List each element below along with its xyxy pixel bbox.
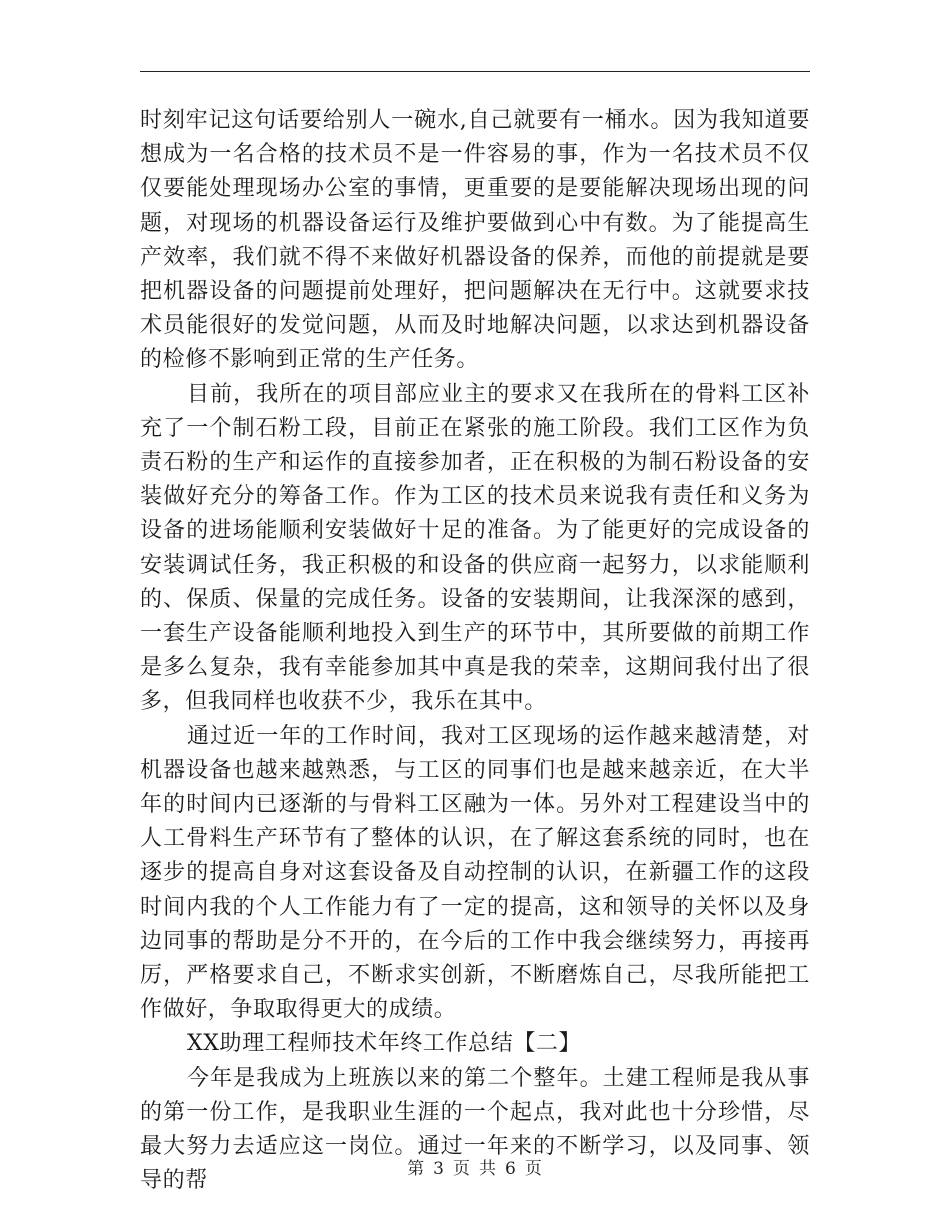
document-body [140, 104, 810, 1199]
page-unit: 页 [453, 1159, 471, 1179]
header-rule [140, 71, 810, 72]
paragraph: 目前，我所在的项目部应业主的要求又在我所在的骨料工区补充了一个制石粉工段，目前正在紧张的施工阶段。我们工区作为负责石粉的生产和运作的直接参加者，正在积极的为制石粉设备的安装做好充分的筹备工作。作为工区的技术员来说我有责任和义务为设备的进场能顺利安装做好十足的准备。为了能更好的完成设备的安装调试任务，我正积极的和设备的供应商一起努力，以求能顺利的、保质、保量的完成任务。设备的安装期间，让我深深的感到，一套生产设备能顺利地投入到生产的环节中，其所要做的前期工作是多么复杂，我有幸能参加其中真是我的荣幸，这期间我付出了很多，但我同样也收获不少，我乐在其中。 [140, 381, 810, 715]
page-footer [0, 1154, 950, 1179]
section-heading: XX助理工程师技术年终工作总结【二】 [187, 1031, 582, 1057]
page-number: 3 [433, 1159, 445, 1179]
total-pages: 6 [505, 1159, 517, 1179]
paragraph-continued: 时刻牢记这句话要给别人一碗水,自己就要有一桶水。因为我知道要想成为一名合格的技术员不是一件容易的事，作为一名技术员不仅仅要能处理现场办公室的事情，更重要的是要能解决现场出现的问题，对现场的机器设备运行及维护要做到心中有数。为了能提高生产效率，我们就不得不来做好机器设备的保养，而他的前提就是要把机器设备的问题提前处理好，把问题解决在无行中。这就要求技术员能很好的发觉问题，从而及时地解决问题，以求达到机器设备的检修不影响到正常的生产任务。 [140, 108, 810, 373]
page-label: 第 [407, 1159, 426, 1179]
paragraph: 今年是我成为上班族以来的第二个整年。土建工程师是我从事的第一份工作，是我职业生涯的一个起点，我对此也十分珍惜，尽最大努力去适应这一岗位。通过一年来的不断学习，以及同事、领导的帮 [140, 1065, 810, 1194]
total-label: 共 [479, 1159, 497, 1179]
total-unit: 页 [524, 1159, 543, 1179]
paragraph: 通过近一年的工作时间，我对工区现场的运作越来越清楚，对机器设备也越来越熟悉，与工区的同事们也是越来越亲近，在大半年的时间内已逐渐的与骨料工区融为一体。另外对工程建设当中的人工骨料生产环节有了整体的认识，在了解这套系统的同时，也在逐步的提高自身对这套设备及自动控制的认识，在新疆工作的这段时间内我的个人工作能力有了一定的提高，这和领导的关怀以及身边同事的帮助是分不开的，在今后的工作中我会继续努力，再接再厉，严格要求自己，不断求实创新，不断磨炼自己，尽我所能把工作做好，争取取得更大的成绩。 [140, 723, 810, 1023]
